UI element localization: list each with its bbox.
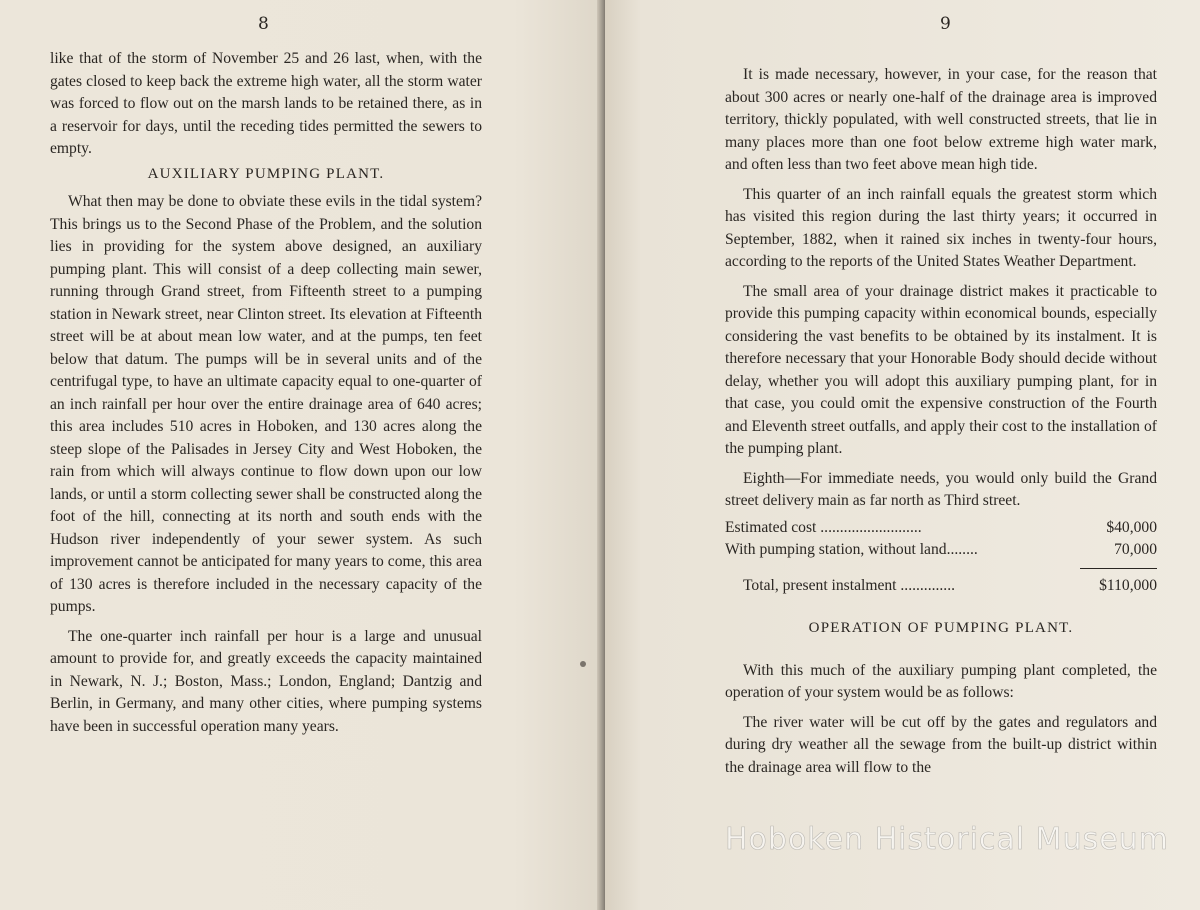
cost-amount: $40,000 [1106,518,1157,536]
paper-spot [580,661,586,667]
watermark: Hoboken Historical Museum [725,822,1169,857]
cost-amount: 70,000 [1114,541,1157,558]
total-rule [1080,568,1157,575]
paragraph: Eighth—For immediate needs, you would only build the Grand street delivery main as far north as Third street. [725,469,1157,509]
section-heading: AUXILIARY PUMPING PLANT. [147,165,385,182]
page-number: 9 [940,14,952,34]
page-number: 8 [258,14,270,34]
paragraph: It is made necessary, however, in your case, for the reason that about 300 acres or nearly one-half of the drainage area is improved territory, thickly populated, with well constructed streets, that lie in many places more than one foot below extreme high water mark, and often less than two feet above mean high tide. [725,66,1157,173]
total-row [725,575,1157,598]
right-page [605,0,1200,910]
total-amount: $110,000 [1099,576,1157,594]
paragraph: The small area of your drainage district makes it practicable to provide this pumping capacity within economical bounds, especially considering the vast benefits to be obtained by its instalment. It is therefore necessary that your Honorable Body should decide without delay, whether you will adopt this auxiliary pumping plant, for in that case, you could omit the expensive construction of the Fourth and Eleventh street outfalls, and apply their cost to the installation of the pumping plant. [725,282,1157,457]
cost-table [725,517,1157,598]
right-page-text [725,64,1157,779]
section-heading: OPERATION OF PUMPING PLANT. [808,620,1074,636]
paragraph: like that of the storm of November 25 and 26 last, when, with the gates closed to keep back the extreme high water, all the storm water was forced to flow out on the marsh lands to be retained there, as in a reservoir for days, until the receding tides permitted the sewers to empty. [50,50,482,157]
cost-label: Estimated cost .......................... [725,518,922,536]
paragraph: This quarter of an inch rainfall equals the greatest storm which has visited this region during the last thirty years; it occurred in September, 1882, when it rained six inches in twenty-four hours, according to the reports of the United States Weather Department. [725,185,1157,270]
cost-label: With pumping station, without land........ [725,541,978,558]
paragraph: What then may be done to obviate these evils in the tidal system? This brings us to the Second Phase of the Problem, and the solution lies in providing for the system above designed, an auxiliary pumping plant. This will consist of a deep collecting main sewer, running through Grand street, from Fifteenth street to a pumping station in Newark street, near Clinton street. Its elevation at Fifteenth street will be at about mean low water, and at the pumps, ten feet below that datum. The pumps will be in several units and of the centrifugal type, to have an ultimate capacity equal to one-quarter of an inch rainfall per hour over the entire drainage area of 640 acres; this area includes 510 acres in Hoboken, and 130 acres along the steep slope of the Palisades in Jersey City and West Hoboken, the rain from which will always continue to flow down upon our low lands, or until a storm collecting sewer shall be constructed along the foot of the hill, connecting at its north and south ends with the Hudson river independently of your sewer system. As such improvement cannot be anticipated for many years to come, this area of 130 acres is therefore included in the necessary capacity of the pumps. [50,193,482,615]
cost-row [725,539,1157,562]
left-page-text [50,48,482,738]
paragraph: The one-quarter inch rainfall per hour is a large and unusual amount to provide for, and greatly exceeds the capacity maintained in Newark, N. J.; Boston, Mass.; London, England; Dantzig and Berlin, in Germany, and many other cities, where pumping systems have been in successful operation many years. [50,627,482,735]
total-label: Total, present instalment .............. [743,576,955,594]
paragraph: The river water will be cut off by the gates and regulators and during dry weather all the sewage from the built-up district within the drainage area will flow to the [725,713,1157,776]
cost-row [725,517,1157,540]
paragraph: With this much of the auxiliary pumping plant completed, the operation of your system would be as follows: [725,661,1157,701]
